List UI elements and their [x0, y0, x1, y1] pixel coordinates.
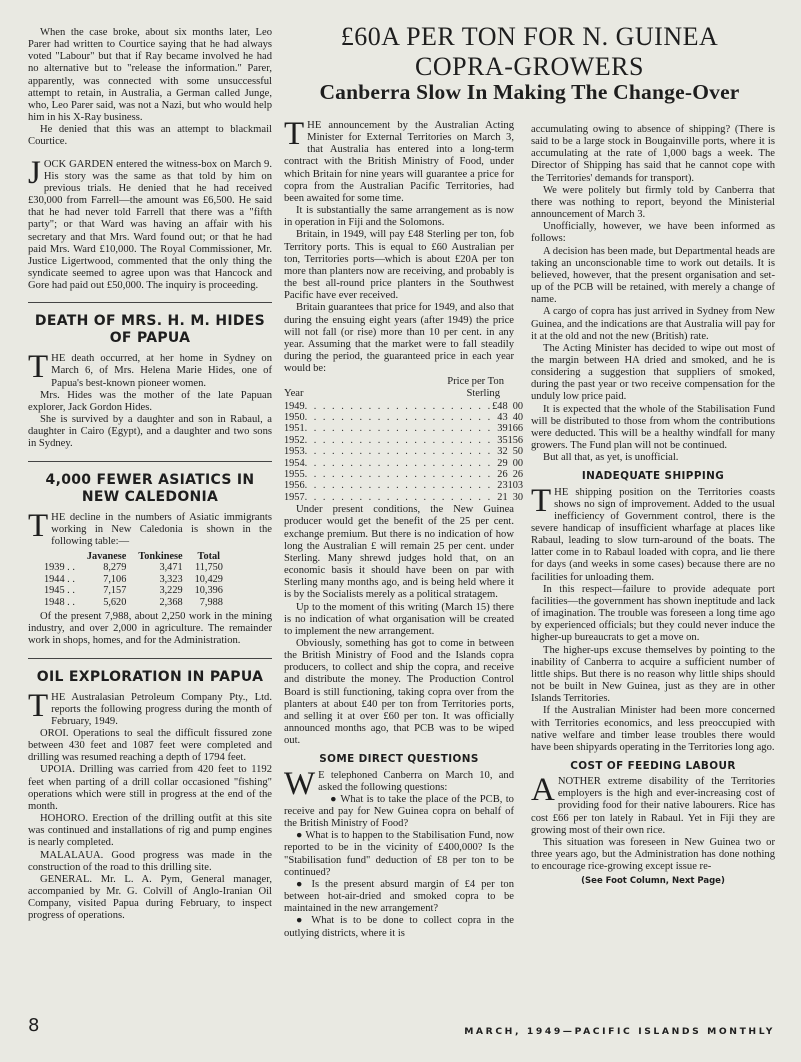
article-title: 4,000 FEWER ASIATICS IN NEW CALEDONIA — [45, 471, 255, 505]
price-table-subheader — [284, 388, 514, 400]
xray-story-continuation — [28, 27, 272, 149]
column-right — [531, 124, 775, 888]
price-year: 1956 — [284, 480, 305, 492]
paragraph: The Acting Minister has decided to wipe out most of the margin between HA dried and smoked, and he is considering a suggestion that suppliers of smoked, during the past year or two receive compensation for the unduly low price paid. — [531, 342, 775, 403]
paragraph: OROI. Operations to seal the difficult fissured zone between 430 feet and 1087 feet were completed and drilling was resumed reaching a depth of 1794 feet. — [28, 727, 272, 764]
paragraph: It is expected that the whole of the Stabilisation Fund will be distributed to those from whom the contributions were deducted. This will be a healthy windfall for many growers. The Fund plan will not be continued. — [531, 403, 775, 452]
price-year: 1953 — [284, 446, 305, 458]
table-cell: 7,988 — [199, 596, 223, 608]
table-cell: 1945 . . — [44, 585, 75, 597]
price-pounds: £48 — [492, 400, 508, 412]
continuation-note: (See Foot Column, Next Page) — [581, 876, 725, 887]
asiatics-article — [28, 472, 272, 648]
table-cell: 11,750 — [195, 562, 223, 574]
table-cell: 3,229 — [159, 585, 183, 597]
price-pounds: 32 — [497, 446, 508, 458]
paragraph: Up to the moment of this writing (March 15) there is no indication of what organisation will be created to implement the new arrangement. — [284, 601, 514, 637]
headline-line-1: £60A PER TON FOR N. GUINEA — [340, 22, 719, 51]
sterling-header: Sterling — [466, 388, 500, 400]
question-item — [284, 879, 514, 915]
leader-dots: . . . . . . . . . . . . . . . . . . . . . — [304, 457, 493, 469]
drop-cap: W — [284, 765, 316, 802]
price-shillings: 16 — [507, 423, 518, 435]
leader-dots: . . . . . . . . . . . . . . . . . . . . . — [304, 491, 493, 503]
paragraph: Obviously, something has got to come in between the British Ministry of Food and the Islands copra producers, to collect and ship the copra, and receive and distribute the money. The Production Control Board is still functioning, taking copra over from the planters at about £40 per ton from Territories ports, and selling it at over £60 per ton. It was officially announced months ago, that PCB was to be wiped out. — [284, 637, 514, 747]
bullet-icon: ● — [296, 915, 306, 927]
section-divider — [28, 658, 272, 659]
price-year: 1955 — [284, 469, 305, 481]
table-cell: 3,471 — [159, 562, 183, 574]
table-cell: 3,323 — [159, 573, 183, 585]
paragraph-text: HE shipping position on the Territories coasts shows no sign of improvement. Added to the usual inefficiency of Government control, there is the severe handicap of insufficient wharfage at places like Rabaul, leading to slow turn-around of the boats. The latter come in to Rabaul loaded with copra, and lie there for days (and weeks in some cases) because there are no facilities for unloading them. — [531, 486, 775, 583]
table-row — [284, 458, 523, 469]
hides-article — [28, 313, 272, 450]
price-shillings: 2 — [512, 469, 518, 481]
price-pence: 6 — [517, 423, 524, 435]
paragraph — [28, 154, 272, 293]
article-title: DEATH OF MRS. H. M. HIDES OF PAPUA — [34, 313, 266, 347]
paragraph: But all that, as yet, is unofficial. — [543, 452, 679, 464]
table-cell: 7,106 — [103, 573, 127, 585]
price-pounds: 43 — [497, 412, 508, 423]
subheadline: Canberra Slow In Making The Change-Over — [319, 80, 740, 104]
price-pence: 0 — [517, 491, 524, 503]
column-header: Total — [197, 551, 221, 562]
drop-cap: T — [28, 349, 49, 386]
paragraph: Of the present 7,988, about 2,250 work in the mining industry, and over 2,000 in agriculture. The remainder work in shops, homes, and for the Administration. — [28, 611, 272, 647]
section-subtitle: INADEQUATE SHIPPING — [581, 470, 725, 483]
paragraph-text: HE decline in the numbers of Asiatic immigrants working in New Caledonia is shown in the following table:— — [51, 511, 272, 547]
price-pounds: 39 — [497, 423, 508, 435]
leader-dots: . . . . . . . . . . . . . . . . . . . . . — [304, 412, 493, 423]
column-middle — [284, 116, 524, 940]
table-cell: 8,279 — [103, 562, 127, 574]
question-text: Is the present absurd margin of £4 per ton between hot-air-dried and smoked copra to be maintained in the new arrangement? — [284, 878, 514, 915]
price-pence: 0 — [517, 400, 524, 412]
price-shillings: 10 — [507, 480, 518, 492]
price-rows — [284, 401, 523, 504]
paragraph: accumulating owing to absence of shipping? (There is said to be a large stock in Bougainville ports, where it is accumulating at the rate of 1,000 bags a week. The Director of Shipping has said that he cannot cope with the Territories' demands for transport). — [531, 124, 775, 184]
headline — [284, 22, 775, 82]
bullet-icon: ● — [296, 878, 306, 890]
section-subtitle: COST OF FEEDING LABOUR — [570, 759, 736, 772]
drop-cap: A — [531, 772, 555, 809]
leader-dots: . . . . . . . . . . . . . . . . . . . . . — [304, 446, 493, 458]
paragraph-text: HE announcement by the Australian Acting Minister for External Territories on March 3, that Australia has entered into a long-term contract with the British Ministry of Food, under which Britain for nine years will guarantee a price for copra from the Australian Pacific Territories, had been awaited for some time. — [284, 120, 514, 204]
question-item — [284, 830, 514, 879]
price-pence: 6 — [517, 469, 524, 481]
drop-cap: T — [284, 116, 305, 152]
price-pence: 0 — [517, 457, 524, 469]
page-number: 8 — [28, 1015, 40, 1036]
paragraph: If the Australian Minister had been more concerned with Territories economics, and less preoccupied with native welfare and timber lease troubles there would have been shipyards operating in the Territories long ago. — [531, 705, 775, 753]
table-body — [38, 562, 229, 608]
jock-garden-story — [28, 154, 272, 293]
paragraph: Unofficially, however, we have been informed as follows: — [531, 221, 775, 245]
price-pounds: 29 — [497, 457, 508, 469]
paragraph — [284, 116, 514, 205]
price-year: 1957 — [284, 491, 305, 503]
year-header: Year — [284, 388, 304, 400]
price-pence: 0 — [517, 446, 524, 458]
leader-dots: . . . . . . . . . . . . . . . . . . . . . — [304, 400, 493, 412]
paragraph-text: HE death occurred, at her home in Sydney on March 6, of Mrs. Helena Marie Hides, one of Papua's best-known pioneer women. — [51, 353, 272, 389]
paragraph: The higher-ups excuse themselves by pointing to the inability of Canberra to acquire a sufficient number of little ships. But there is no reason why little ships should not be built in New Guinea, just as they are in other Islands Territories. — [531, 644, 775, 705]
table-cell: 1939 . . — [44, 562, 75, 574]
section-subtitle: SOME DIRECT QUESTIONS — [319, 753, 479, 766]
paragraph: Britain, in 1949, will pay £48 Sterling per ton, fob Territory ports. This is equal to £60 Australian per ton, Territories ports—which is about £20A per ton more than planters now are receiving, and probably is the best all-round price planters in the Southwest Pacific have ever received. — [284, 229, 514, 302]
paragraph: UPOIA. Drilling was carried from 420 feet to 1192 feet when parting of a drill collar occasioned "fishing" operations which were still in progress at the end of the month. — [28, 764, 272, 812]
table-row — [284, 446, 523, 457]
leader-dots: . . . . . . . . . . . . . . . . . . . . . — [304, 469, 493, 481]
paragraph: GENERAL. Mr. L. A. Pym, General manager, accompanied by Mr. G. Colvill of Anglo-Iranian Oil Company, visited Papua during February, to inspect progress of operations. — [28, 873, 272, 922]
section-divider — [28, 461, 272, 462]
bullet-icon: ● — [330, 793, 338, 805]
table-row — [284, 435, 523, 446]
table-cell: 10,396 — [194, 585, 223, 597]
price-year: 1952 — [284, 434, 305, 446]
table-row — [284, 480, 523, 491]
column-header — [38, 551, 81, 562]
table-row — [38, 562, 229, 573]
price-year: 1954 — [284, 457, 305, 469]
column-left — [28, 27, 272, 922]
paragraph: He denied that this was an attempt to blackmail Courtice. — [28, 124, 272, 148]
price-shillings: 3 — [512, 491, 518, 503]
price-year: 1950 — [284, 412, 305, 423]
table-row — [284, 401, 523, 412]
drop-cap: J — [28, 154, 41, 191]
article-title: OIL EXPLORATION IN PAPUA — [36, 668, 264, 685]
page-footer — [28, 1015, 775, 1040]
price-table-header: Price per Ton — [447, 376, 504, 388]
paragraph: Under present conditions, the New Guinea producer would get the benefit of the 25 per cent. exchange premium. But there is no indication of how long the Australian £ will remain 25 per cent. under Sterling. Many shrewd judges hold that, on an economic basis it should have been on par with Sterling many months ago, and is being held where it is by the Socialists merely as a political stratagem. — [284, 504, 514, 601]
column-header: Tonkinese — [138, 551, 183, 562]
paragraph: A cargo of copra has just arrived in Sydney from New Guinea, and the indications are that Australia will pay for it at the old and not the new (British) rate. — [531, 306, 775, 342]
paragraph-text: E telephoned Canberra on March 10, and asked the following questions: — [318, 769, 514, 793]
table-cell: 1948 . . — [44, 596, 75, 608]
paragraph-text: NOTHER extreme disability of the Territories employers is the high and ever-increasing cost of providing food for their native labourers. Rice has cost £66 per ton lately in Rabaul. Yet in Fiji they are growing most of their own rice. — [531, 776, 775, 836]
question-item — [284, 794, 514, 830]
table-row — [38, 585, 229, 596]
price-pence: 0 — [517, 412, 524, 423]
price-pounds: 21 — [497, 491, 508, 503]
paragraph-text: HE Australasian Petroleum Company Pty., Ltd. reports the following progress during the month of February, 1949. — [51, 691, 272, 727]
table-cell: 1944 . . — [44, 573, 75, 585]
price-shillings: 0 — [512, 457, 518, 469]
paragraph: In this respect—failure to provide adequate port facilities—the government has shown ineptitude and lack of imagination. The trouble was foreseen a long time ago by experienced officials; but they could never induce the higher-up bureaucrats to get a move on. — [531, 583, 775, 644]
paragraph — [531, 482, 775, 584]
price-shillings: 5 — [512, 446, 518, 458]
column-header: Javanese — [86, 551, 127, 562]
paragraph — [28, 687, 272, 728]
price-shillings: 0 — [512, 400, 518, 412]
drop-cap: T — [28, 687, 49, 724]
asiatics-table — [38, 551, 229, 608]
price-shillings: 4 — [512, 412, 518, 423]
question-text: What is to be done to collect copra in the outlying districts, where it is — [284, 915, 514, 939]
leader-dots: . . . . . . . . . . . . . . . . . . . . . — [304, 434, 493, 446]
price-pounds: 26 — [497, 469, 508, 481]
drop-cap: T — [28, 507, 49, 544]
paragraph: HOHORO. Erection of the drilling outfit at this site was continued and installations of rig and pump engines is nearly completed. — [28, 813, 272, 849]
table-cell: 5,620 — [103, 596, 127, 608]
table-cell: 10,429 — [194, 573, 223, 585]
table-row — [38, 597, 229, 608]
paragraph: A decision has been made, but Departmental heads are taking an unconscionable time to work out details. It is believed, however, that the present organisation and set-up of the PCB will be retained, with merely a change of name. — [531, 245, 775, 306]
question-text: What is to happen to the Stabilisation Fund, now reported to be in the vicinity of £400,000? Is the "Stabilisation fund" deduction of £8 per ton to be continued? — [284, 830, 514, 878]
price-pence: 6 — [517, 434, 524, 446]
table-row — [284, 492, 523, 503]
price-year: 1949 — [284, 400, 305, 412]
price-pounds: 23 — [497, 480, 508, 492]
paragraph — [284, 765, 514, 802]
paragraph: Mrs. Hides was the mother of the late Papuan explorer, Jack Gordon Hides. — [28, 389, 272, 413]
leader-dots: . . . . . . . . . . . . . . . . . . . . . — [304, 480, 493, 492]
leader-dots: . . . . . . . . . . . . . . . . . . . . . — [304, 423, 493, 435]
paragraph-text: OCK GARDEN entered the witness-box on March 9. His story was the same as that told by him on previous trials. He denied that he had received £30,000 from Farrell—the amount was £6,500. He said that he had never told Farrell that there was a "fifth party"; or that Ward was having an affair with his secretary and that Mrs. Ward found out; or that he had paid Mrs. Ward £10,000. The Royal Commissioner, Mr. Justice Ligertwood, commented that the only thing the syndicate seemed to agree upon was that Hancock and Gore had paid out £50,000. The inquiry is proceeding. — [28, 158, 272, 292]
bullet-icon: ● — [296, 830, 303, 842]
table-header-row — [38, 551, 229, 562]
paragraph — [28, 349, 272, 389]
table-row — [284, 423, 523, 434]
publication-line: MARCH, 1949—PACIFIC ISLANDS MONTHLY — [464, 1026, 775, 1037]
price-pence: 3 — [517, 480, 524, 492]
paragraph: She is survived by a daughter and son in Rabaul, a daughter in Cairo (Egypt), and a daughter and two sons in Sydney. — [28, 414, 272, 450]
table-row — [284, 412, 523, 423]
table-row — [38, 574, 229, 585]
paragraph: When the case broke, about six months later, Leo Parer had written to Courtice saying that he had always voted "Labour" but that if Ray became involved he had no alternative but to "release the information." Parer, apparently, was connected with some unsuccessful attempt to retain, in Australia, a German called Junge, who, Leo Parer said, was not a Nazi, but who would help him in his X-Ray business. — [28, 27, 272, 124]
paragraph — [531, 772, 775, 837]
price-shillings: 15 — [507, 434, 518, 446]
paragraph: This situation was foreseen in New Guinea two or three years ago, but the Administration has done nothing to encourage rice-growing except issue re- — [531, 836, 775, 873]
headline-line-2: COPRA-GROWERS — [415, 52, 644, 81]
paragraph: We were politely but firmly told by Canberra that there was nothing to report, beyond the Ministerial announcement of March 3. — [531, 184, 775, 221]
question-text: What is to take the place of the PCB, to receive and pay for New Guinea copra on behalf of the British Ministry of Food? — [284, 793, 514, 830]
table-cell: 7,157 — [103, 585, 127, 597]
price-pounds: 35 — [497, 434, 508, 446]
table-row — [284, 469, 523, 480]
paragraph: MALALAUA. Good progress was made in the construction of the road to this drilling site. — [28, 849, 272, 873]
paragraph — [28, 507, 272, 548]
price-table — [284, 376, 524, 503]
question-list — [284, 794, 514, 940]
price-year: 1951 — [284, 423, 305, 435]
drop-cap: T — [531, 482, 552, 519]
table-cell: 2,368 — [159, 596, 183, 608]
paragraph: Britain guarantees that price for 1949, and also that during the ensuing eight years (after 1949) the price will not fall (or rise) more than 10 per cent. in any year. Assuming that the market were to fall steadily during the period, the guaranteed price in each year would be: — [284, 302, 514, 375]
section-divider — [28, 302, 272, 303]
paragraph: It is substantially the same arrangement as is now in operation in Fiji and the Solomons. — [284, 205, 514, 229]
question-item — [284, 915, 514, 939]
oil-article — [28, 669, 272, 923]
